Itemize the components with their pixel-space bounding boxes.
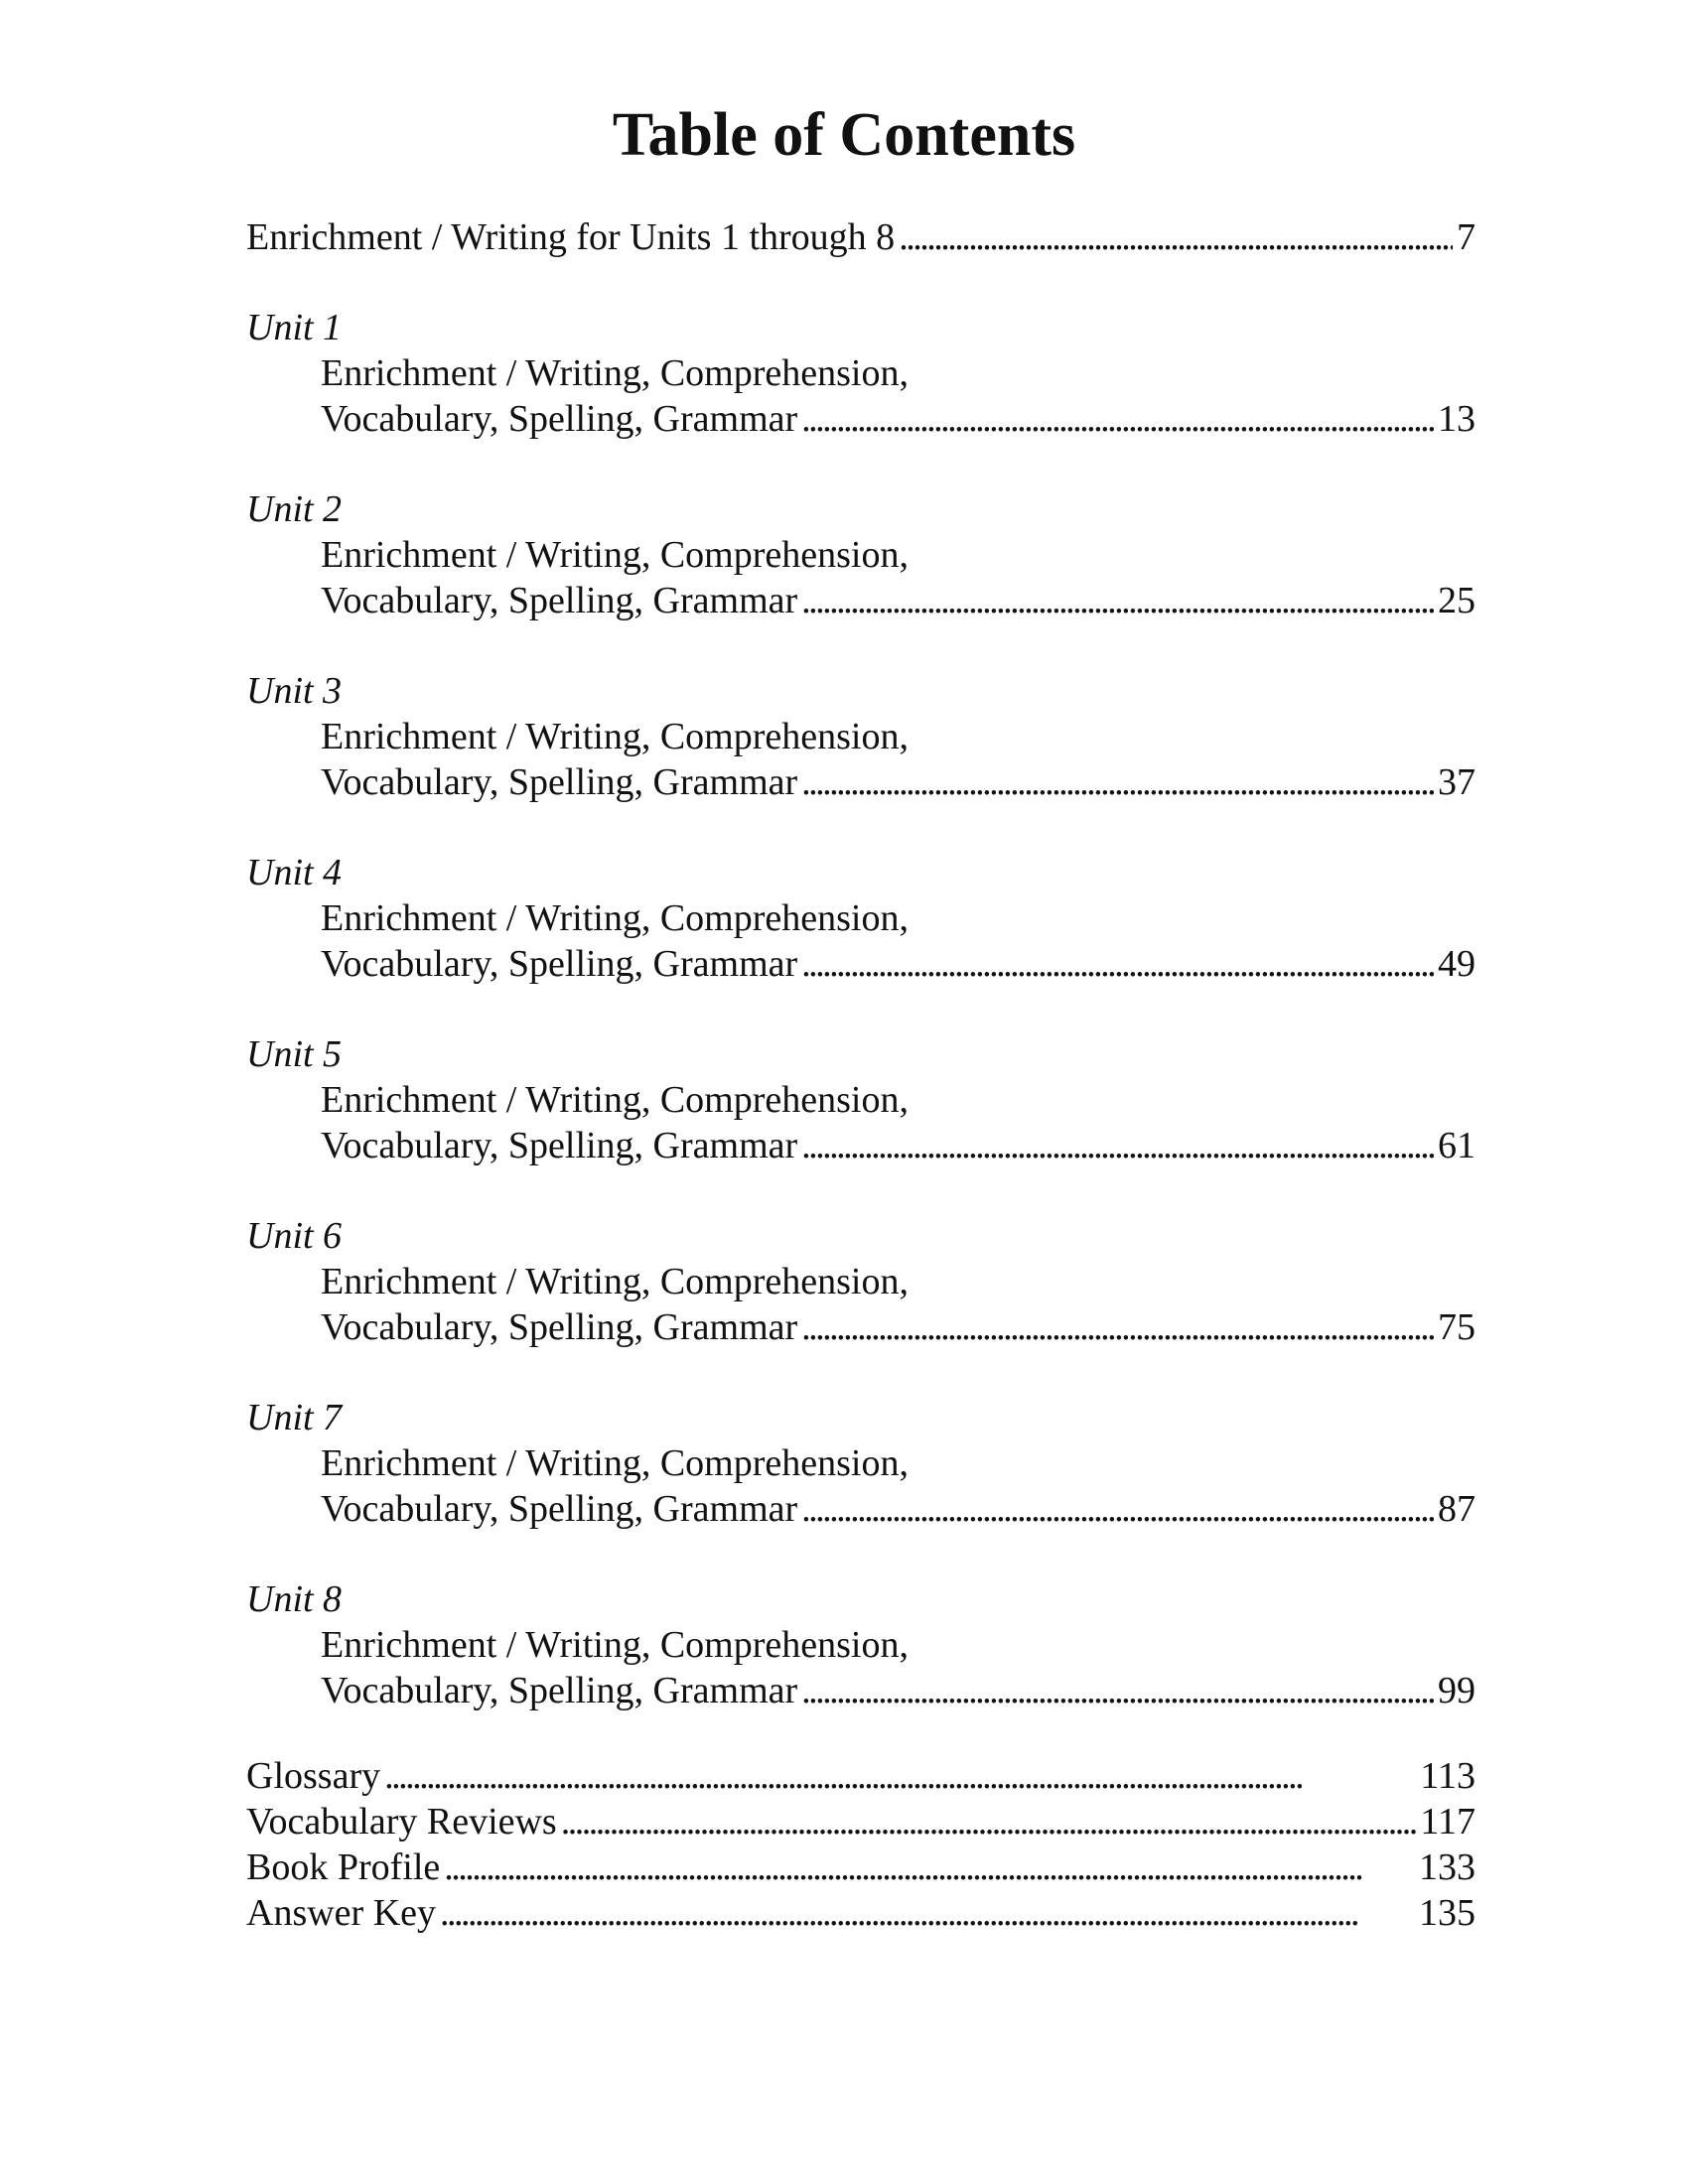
toc-entry <box>246 578 1476 623</box>
dot-leader <box>801 759 1434 805</box>
toc-unit-3 <box>246 668 1476 805</box>
toc-page-number: 7 <box>1457 216 1476 258</box>
toc-page-number: 13 <box>1438 398 1476 440</box>
toc-entry-answer-key <box>246 1890 1476 1936</box>
toc-page-number: 117 <box>1420 1801 1476 1843</box>
dot-leader <box>801 1304 1434 1350</box>
toc-entry-vocabulary-reviews <box>246 1799 1476 1844</box>
toc-page-number: 61 <box>1438 1125 1476 1166</box>
toc-unit-1 <box>246 305 1476 442</box>
toc-entry <box>246 941 1476 987</box>
toc-unit-7 <box>246 1395 1476 1532</box>
toc-back-matter <box>246 1753 1476 1936</box>
toc-page-number: 75 <box>1438 1306 1476 1348</box>
unit-topics-line: Vocabulary, Spelling, Grammar <box>321 1670 798 1711</box>
dot-leader <box>801 578 1434 623</box>
unit-topics-line: Vocabulary, Spelling, Grammar <box>321 1488 798 1530</box>
toc-entry <box>246 396 1476 442</box>
toc-entry <box>246 759 1476 805</box>
toc-entry-intro <box>246 214 1476 260</box>
unit-topics-line: Vocabulary, Spelling, Grammar <box>321 943 798 985</box>
unit-topics-line: Vocabulary, Spelling, Grammar <box>321 398 798 440</box>
toc-page-number: 87 <box>1438 1488 1476 1530</box>
unit-topics-line: Vocabulary, Spelling, Grammar <box>321 761 798 803</box>
toc-page-number: 25 <box>1438 580 1476 621</box>
toc-entry <box>246 1304 1476 1350</box>
unit-heading: Unit 8 <box>246 1578 343 1620</box>
dot-leader <box>561 1799 1417 1844</box>
toc-page-number: 99 <box>1438 1670 1476 1711</box>
unit-heading: Unit 5 <box>246 1033 343 1075</box>
toc-entry-glossary <box>246 1753 1476 1799</box>
dot-leader <box>801 1486 1434 1532</box>
toc-page-number: 133 <box>1419 1846 1476 1888</box>
unit-topics-line: Enrichment / Writing, Comprehension, <box>321 1624 909 1666</box>
dot-leader <box>899 214 1453 260</box>
toc-entry <box>246 1123 1476 1168</box>
toc-page-number: 135 <box>1419 1892 1476 1934</box>
unit-topics-line: Enrichment / Writing, Comprehension, <box>321 897 909 939</box>
toc-unit-2 <box>246 486 1476 623</box>
table-of-contents <box>246 214 1476 1936</box>
page-title: Table of Contents <box>612 101 1076 169</box>
unit-topics-line: Vocabulary, Spelling, Grammar <box>321 1306 798 1348</box>
toc-page-number: 37 <box>1438 761 1476 803</box>
unit-topics-line: Enrichment / Writing, Comprehension, <box>321 1079 909 1121</box>
toc-unit-8 <box>246 1576 1476 1713</box>
toc-entry-label: Enrichment / Writing for Units 1 through 8 <box>246 216 896 258</box>
dot-leader <box>384 1753 1416 1799</box>
toc-entry-label: Book Profile <box>246 1846 441 1888</box>
unit-topics-line: Enrichment / Writing, Comprehension, <box>321 1261 909 1302</box>
dot-leader <box>440 1890 1415 1936</box>
toc-entry-book-profile <box>246 1844 1476 1890</box>
toc-entry-label: Glossary <box>246 1755 381 1797</box>
toc-page-number: 49 <box>1438 943 1476 985</box>
unit-heading: Unit 1 <box>246 307 343 348</box>
unit-heading: Unit 6 <box>246 1215 343 1257</box>
toc-unit-4 <box>246 850 1476 987</box>
unit-heading: Unit 2 <box>246 488 343 530</box>
unit-topics-line: Vocabulary, Spelling, Grammar <box>321 1125 798 1166</box>
toc-unit-5 <box>246 1031 1476 1168</box>
dot-leader <box>801 941 1434 987</box>
toc-unit-6 <box>246 1213 1476 1350</box>
unit-topics-line: Enrichment / Writing, Comprehension, <box>321 352 909 394</box>
unit-topics-line: Enrichment / Writing, Comprehension, <box>321 1442 909 1484</box>
dot-leader <box>444 1844 1415 1890</box>
dot-leader <box>801 1668 1434 1713</box>
dot-leader <box>801 396 1434 442</box>
toc-entry <box>246 1486 1476 1532</box>
unit-heading: Unit 4 <box>246 852 343 893</box>
unit-topics-line: Vocabulary, Spelling, Grammar <box>321 580 798 621</box>
toc-entry-label: Vocabulary Reviews <box>246 1801 557 1843</box>
toc-entry <box>246 1668 1476 1713</box>
unit-topics-line: Enrichment / Writing, Comprehension, <box>321 534 909 576</box>
unit-heading: Unit 3 <box>246 670 343 712</box>
dot-leader <box>801 1123 1434 1168</box>
toc-page-number: 113 <box>1420 1755 1476 1797</box>
unit-topics-line: Enrichment / Writing, Comprehension, <box>321 716 909 757</box>
unit-heading: Unit 7 <box>246 1397 343 1438</box>
toc-entry-label: Answer Key <box>246 1892 437 1934</box>
